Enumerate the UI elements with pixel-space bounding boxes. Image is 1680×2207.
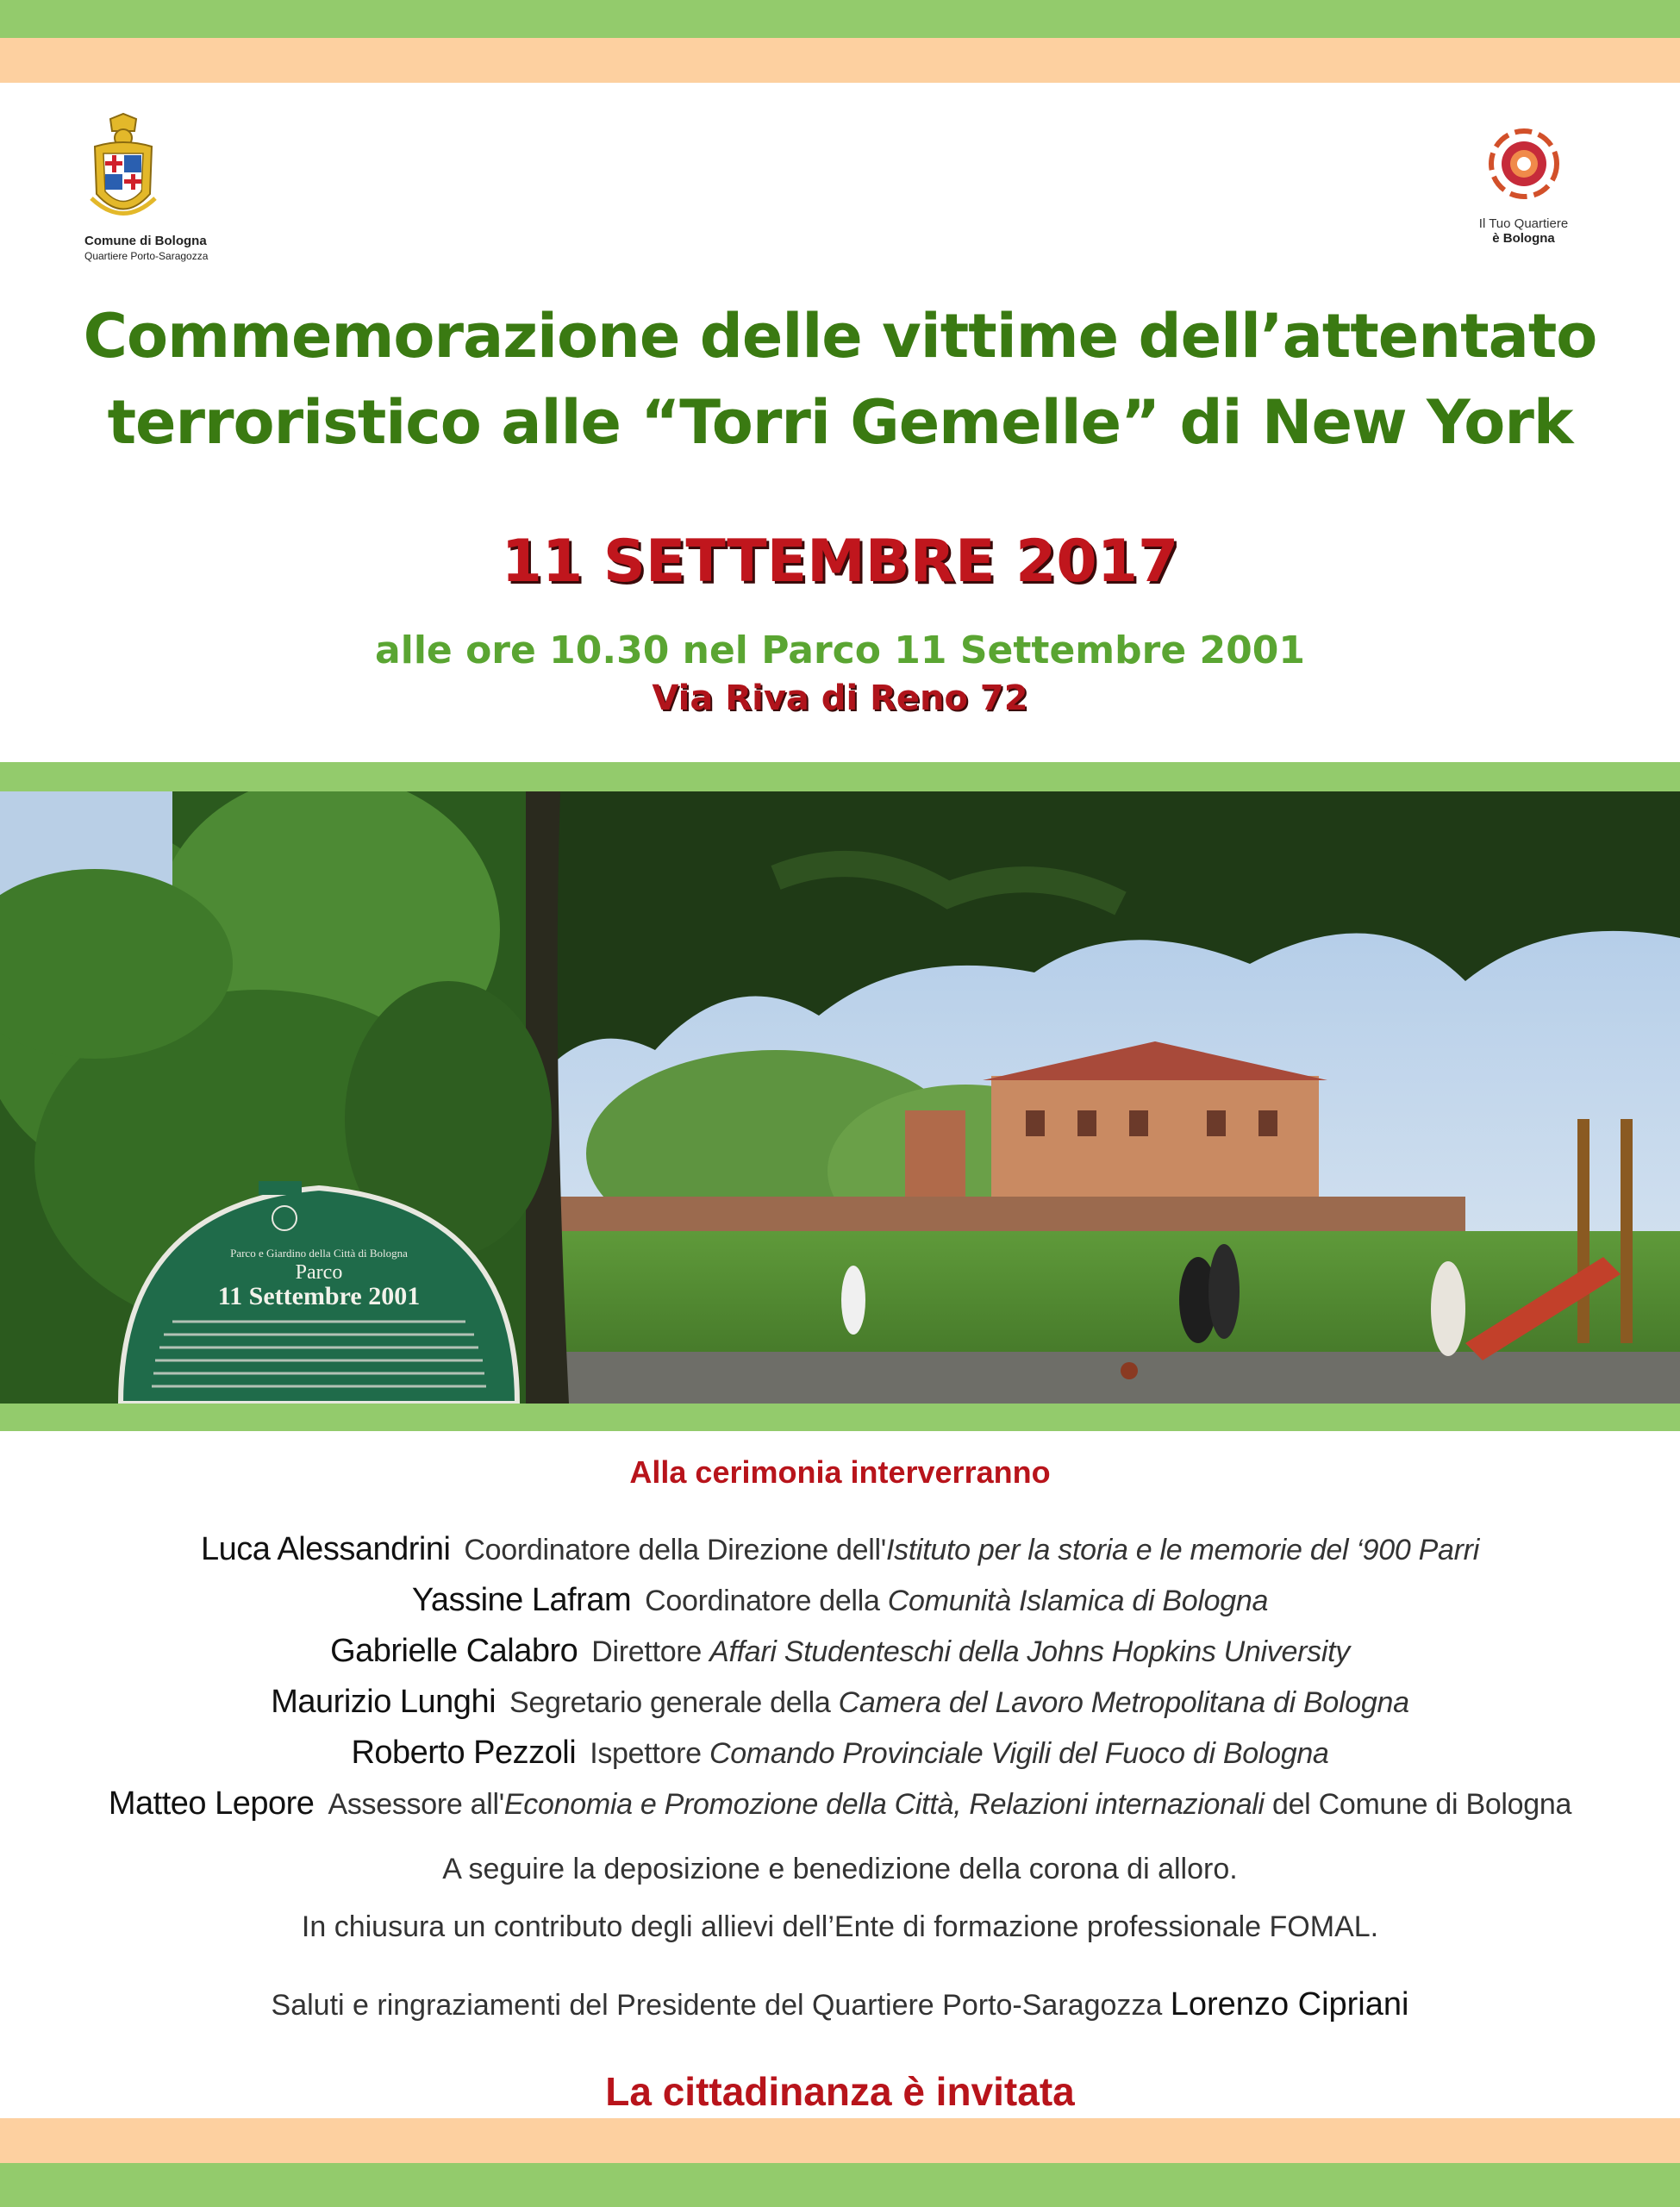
speaker-role-italic: Comando Provinciale Vigili del Fuoco di Bologna [709, 1737, 1329, 1770]
top-green-band [0, 0, 1680, 38]
top-peach-band [0, 38, 1680, 83]
park-photo [0, 791, 1680, 1404]
speaker-row [0, 1524, 1680, 1575]
speaker-role-plain: Coordinatore della Direzione dell' [464, 1534, 886, 1566]
speaker-role-italic: Comunità Islamica di Bologna [887, 1585, 1269, 1617]
event-title [0, 293, 1680, 466]
speaker-role [464, 1534, 1479, 1566]
speaker-role-plain: Ispettore [590, 1737, 709, 1770]
speakers-list [0, 1524, 1680, 1829]
speaker-role [509, 1686, 1409, 1719]
speaker-name: Luca Alessandrini [201, 1531, 451, 1567]
speaker-role-italic: Camera del Lavoro Metropolitana di Bologna [838, 1686, 1409, 1719]
speaker-name: Maurizio Lunghi [271, 1684, 497, 1720]
speaker-name: Roberto Pezzoli [351, 1735, 577, 1771]
bologna-crest-icon [84, 112, 162, 228]
speaker-role-tail: del Comune di Bologna [1264, 1788, 1572, 1821]
event-date: 11 SETTEMBRE 2017 [501, 528, 1179, 596]
sign-title-1: Parco [295, 1261, 343, 1284]
event-title-line2: terroristico alle “Torri Gemelle” di New York [107, 387, 1573, 458]
follow-text: A seguire la deposizione e benedizione della corona di alloro. [442, 1853, 1238, 1885]
invitation-text: La cittadinanza è invitata [605, 2069, 1075, 2114]
ceremony-heading: Alla cerimonia interverranno [629, 1454, 1051, 1490]
speaker-row [0, 1728, 1680, 1779]
speaker-role [590, 1737, 1328, 1770]
closing-text: In chiusura un contributo degli allievi dell’Ente di formazione professionale FOMAL. [301, 1910, 1379, 1943]
speaker-role-plain: Segretario generale della [509, 1686, 839, 1719]
sign-header-text: Parco e Giardino della Città di Bologna [230, 1247, 408, 1260]
il-tuo-quartiere-logo [1448, 128, 1599, 246]
sign-title-2: 11 Settembre 2001 [217, 1282, 421, 1310]
speaker-role-plain: Direttore [591, 1635, 710, 1668]
speaker-role [645, 1585, 1268, 1617]
comune-di-bologna-logo [84, 112, 257, 262]
speaker-row [0, 1575, 1680, 1626]
quartiere-emblem-icon [1488, 128, 1560, 200]
mid-green-band [0, 762, 1680, 791]
greetings-body: Saluti e ringraziamenti del Presidente del Quartiere Porto-Saragozza [271, 1989, 1163, 2022]
event-address: Via Riva di Reno 72 [652, 678, 1028, 718]
bottom-green-band [0, 2163, 1680, 2207]
speaker-row [0, 1677, 1680, 1728]
logo-right-line1: Il Tuo Quartiere [1478, 216, 1569, 231]
logo-left-line2: Quartiere Porto-Saragozza [84, 250, 209, 262]
greetings-name: Lorenzo Cipriani [1170, 1986, 1409, 2023]
speaker-name: Yassine Lafram [411, 1582, 632, 1618]
logo-right-line2: è Bologna [1492, 231, 1555, 246]
speaker-row [0, 1779, 1680, 1829]
speaker-row [0, 1626, 1680, 1677]
event-title-line1: Commemorazione delle vittime dell’attentato [83, 301, 1597, 372]
speaker-role-plain: Coordinatore della [645, 1585, 888, 1617]
speaker-role-italic: Economia e Promozione della Città, Relazioni internazionali [503, 1788, 1265, 1821]
logo-left-line1: Comune di Bologna [84, 234, 207, 248]
speaker-role-plain: Assessore all' [328, 1788, 504, 1821]
event-time-place: alle ore 10.30 nel Parco 11 Settembre 2001 [375, 628, 1305, 672]
speaker-name: Gabrielle Calabro [330, 1633, 578, 1669]
speaker-role [591, 1635, 1350, 1668]
speaker-role-italic: Affari Studenteschi della Johns Hopkins University [709, 1635, 1350, 1668]
photo-bottom-band [0, 1404, 1680, 1431]
speaker-name: Matteo Lepore [108, 1785, 315, 1822]
greetings-text [0, 1983, 1680, 2027]
speaker-role [328, 1788, 1571, 1821]
bottom-peach-band [0, 2118, 1680, 2163]
speaker-role-italic: Istituto per la storia e le memorie del ‘900 Parri [885, 1534, 1479, 1566]
